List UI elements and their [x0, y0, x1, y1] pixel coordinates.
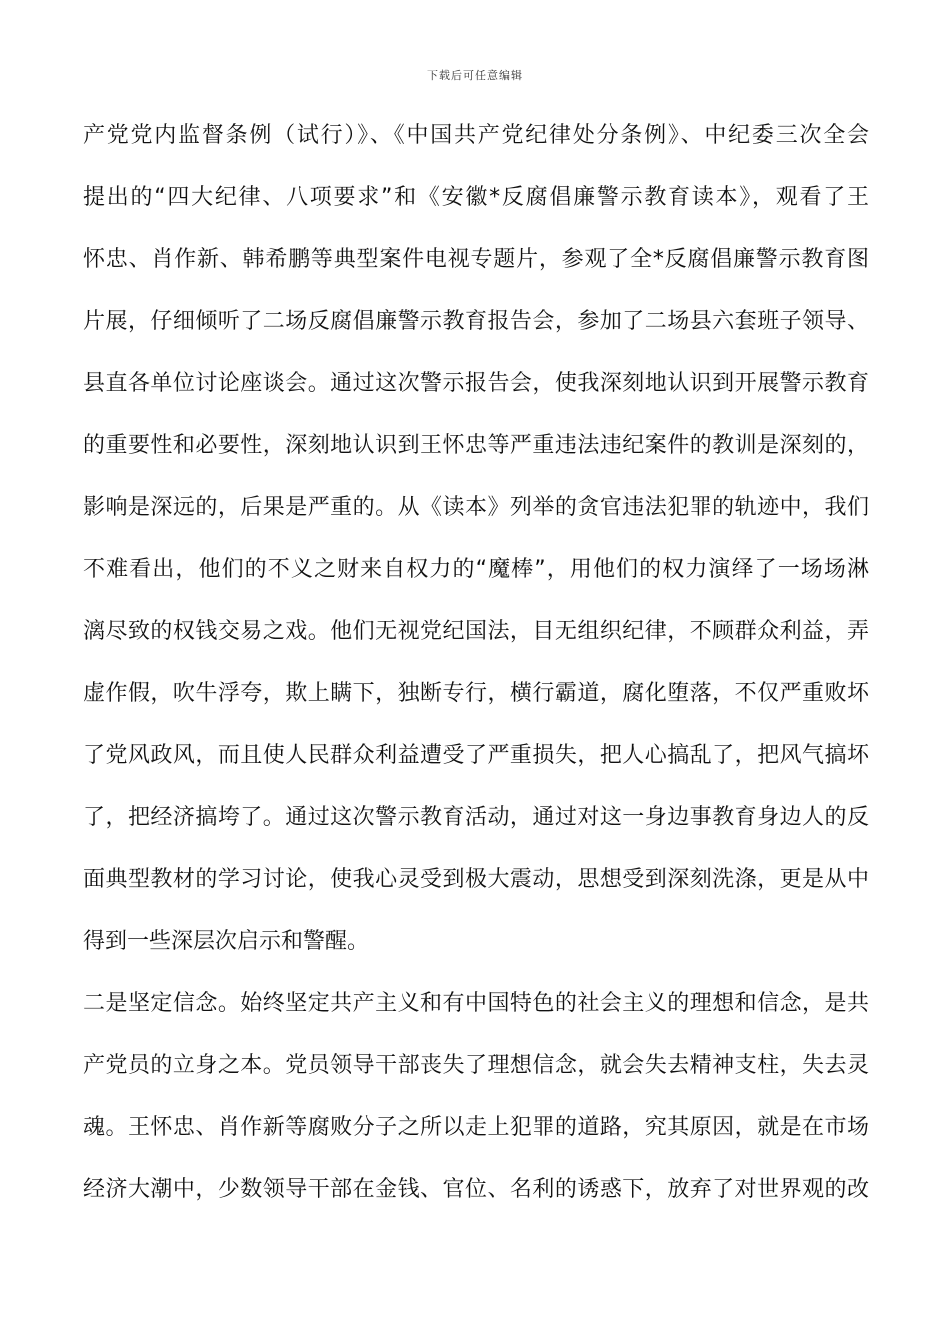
paragraph-end-line: 得到一些深层次启示和警醒。: [83, 929, 370, 954]
text-line: 漓尽致的权钱交易之戏。他们无视党纪国法，目无组织纪律，不顾群众利益，弄: [83, 619, 869, 644]
text-line: 产党员的立身之本。党员领导干部丧失了理想信念，就会失去精神支柱，失去灵: [83, 1053, 869, 1078]
text-line: 产党党内监督条例（试行）》、《中国共产党纪律处分条例》、中纪委三次全会: [83, 123, 869, 148]
text-line: 提出的“四大纪律、八项要求”和《安徽*反腐倡廉警示教育读本》，观看了王: [83, 185, 869, 210]
text-line: 虚作假，吹牛浮夸，欺上瞒下，独断专行，横行霸道，腐化堕落，不仅严重败坏: [83, 681, 869, 706]
text-line: 影响是深远的，后果是严重的。从《读本》列举的贪官违法犯罪的轨迹中，我们: [83, 495, 869, 520]
document-body: [83, 119, 869, 1235]
text-line: 不难看出，他们的不义之财来自权力的“魔棒”，用他们的权力演绎了一场场淋: [83, 557, 869, 582]
text-line: 魂。王怀忠、肖作新等腐败分子之所以走上犯罪的道路，究其原因，就是在市场: [83, 1115, 869, 1140]
text-line: 的重要性和必要性，深刻地认识到王怀忠等严重违法违纪案件的教训是深刻的，: [83, 433, 869, 458]
text-line: 二是坚定信念。始终坚定共产主义和有中国特色的社会主义的理想和信念，是共: [83, 991, 869, 1016]
text-line: 经济大潮中，少数领导干部在金钱、官位、名利的诱惑下，放弃了对世界观的改: [83, 1177, 869, 1202]
text-line: 了党风政风，而且使人民群众利益遭受了严重损失，把人心搞乱了，把风气搞坏: [83, 743, 869, 768]
text-line: 怀忠、肖作新、韩希鹏等典型案件电视专题片，参观了全*反腐倡廉警示教育图: [83, 247, 869, 272]
page-header: 下载后可任意编辑: [427, 69, 523, 82]
text-line: 片展，仔细倾听了二场反腐倡廉警示教育报告会，参加了二场县六套班子领导、: [83, 309, 869, 334]
text-line: 了，把经济搞垮了。通过这次警示教育活动，通过对这一身边事教育身边人的反: [83, 805, 869, 830]
text-line: 面典型教材的学习讨论，使我心灵受到极大震动，思想受到深刻洗涤，更是从中: [83, 867, 869, 892]
text-line: 县直各单位讨论座谈会。通过这次警示报告会，使我深刻地认识到开展警示教育: [83, 371, 869, 396]
